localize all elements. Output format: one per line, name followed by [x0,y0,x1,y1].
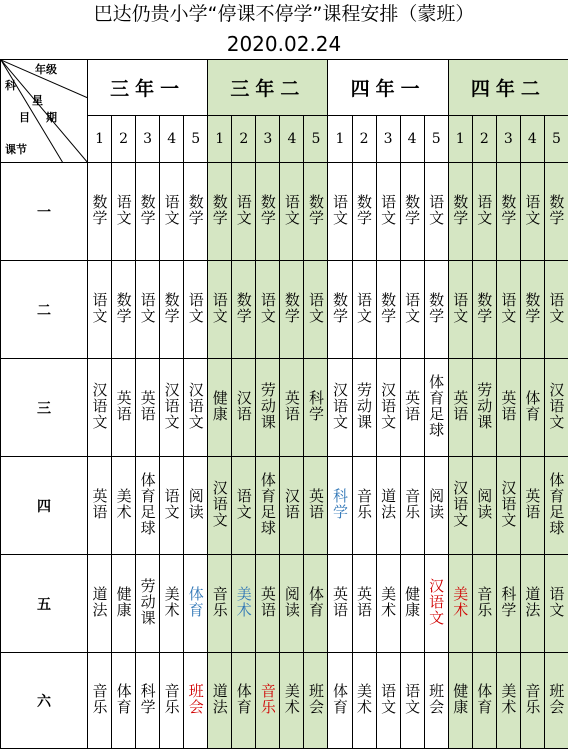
subject-label: 美术 [114,487,133,520]
schedule-cell [232,653,256,749]
schedule-cell [280,457,304,555]
subject-label: 体育 [114,682,133,715]
subject-label: 语文 [306,291,325,324]
subject-label: 数学 [306,193,325,226]
subject-label: 语文 [162,193,181,226]
schedule-cell [352,653,376,749]
subject-label: 班会 [306,682,325,715]
weekday-number: 5 [304,116,328,163]
subject-label: 美术 [355,682,374,715]
schedule-cell [424,163,448,261]
subject-label: 汉语 [234,389,253,422]
subject-label: 音乐 [475,585,494,618]
subject-label: 阅读 [282,585,301,618]
schedule-cell [136,261,160,359]
weekday-number: 4 [280,116,304,163]
schedule-cell [160,359,184,457]
subject-label: 英语 [306,487,325,520]
schedule-cell [256,261,280,359]
schedule-cell [376,163,400,261]
schedule-cell [448,555,472,653]
schedule-cell [232,457,256,555]
subject-label: 汉语文 [162,381,181,430]
subject-label: 汉语文 [427,577,446,626]
subject-label: 体育 [306,585,325,618]
period-row [1,555,568,653]
subject-label: 汉语 [282,487,301,520]
schedule-cell [424,261,448,359]
schedule-cell [160,555,184,653]
subject-label: 数学 [427,291,446,324]
schedule-cell [352,261,376,359]
schedule-cell [472,261,496,359]
subject-label: 班会 [186,682,205,715]
page-title: 巴达仍贵小学“停课不停学”课程安排（蒙班） [93,3,475,25]
grade-header [88,60,208,116]
schedule-cell [208,261,232,359]
subject-label: 英语 [451,389,470,422]
weekday-number: 4 [520,116,544,163]
schedule-cell [136,457,160,555]
weekday-number: 2 [112,116,136,163]
subject-label: 语文 [258,291,277,324]
schedule-cell [256,359,280,457]
subject-label: 汉语文 [210,479,229,528]
schedule-cell [472,359,496,457]
corner-grade-label: 年级 [35,63,57,76]
schedule-cell [448,163,472,261]
weekday-number: 5 [184,116,208,163]
subject-label: 道法 [210,682,229,715]
schedule-cell [472,555,496,653]
corner-period-label: 课节 [5,143,27,156]
schedule-cell [376,653,400,749]
subject-label: 科学 [138,682,157,715]
period-label: 五 [1,555,88,653]
subject-label: 数学 [475,291,494,324]
subject-label: 音乐 [523,682,542,715]
schedule-cell [88,457,112,555]
schedule-cell [232,359,256,457]
schedule-cell [424,555,448,653]
subject-label: 语文 [379,682,398,715]
subject-label: 阅读 [475,487,494,520]
schedule-cell [280,163,304,261]
corner-subject-char-2: 目 [19,111,30,124]
schedule-cell [160,261,184,359]
weekday-number: 2 [472,116,496,163]
schedule-cell [256,653,280,749]
schedule-cell [232,261,256,359]
schedule-cell [208,555,232,653]
subject-label: 劳动课 [475,381,494,430]
period-row [1,261,568,359]
schedule-cell [448,359,472,457]
subject-label: 汉语文 [330,381,349,430]
schedule-cell [88,261,112,359]
subject-label: 劳动课 [138,577,157,626]
schedule-cell [448,653,472,749]
schedule-cell [328,359,352,457]
subject-label: 美术 [282,682,301,715]
period-label: 二 [1,261,88,359]
subject-label: 美术 [162,585,181,618]
schedule-table [0,59,568,749]
subject-label: 数学 [330,291,349,324]
schedule-cell [496,261,520,359]
weekday-number: 1 [208,116,232,163]
subject-label: 英语 [114,389,133,422]
period-row [1,653,568,749]
subject-label: 道法 [379,487,398,520]
schedule-cell [112,261,136,359]
weekday-number: 3 [136,116,160,163]
subject-label: 体育足球 [138,471,157,536]
schedule-cell [352,555,376,653]
subject-label: 体育足球 [258,471,277,536]
corner-weekday-char-1: 星 [32,94,43,107]
schedule-cell [376,457,400,555]
subject-label: 英语 [499,389,518,422]
schedule-cell [520,653,544,749]
subject-label: 音乐 [258,682,277,715]
subject-label: 数学 [379,291,398,324]
schedule-cell [400,653,424,749]
subject-label: 美术 [451,585,470,618]
subject-label: 体育 [234,682,253,715]
schedule-cell [352,163,376,261]
schedule-cell [328,555,352,653]
subject-label: 语文 [210,291,229,324]
schedule-cell [496,653,520,749]
subject-label: 语文 [451,291,470,324]
schedule-cell [520,261,544,359]
schedule-cell [256,555,280,653]
subject-label: 音乐 [162,682,181,715]
subject-label: 阅读 [427,487,446,520]
subject-label: 数学 [282,291,301,324]
table-corner-header [1,60,88,163]
subject-label: 数学 [355,193,374,226]
grade-header-label: 四年一 [350,78,426,100]
schedule-cell [328,261,352,359]
subject-label: 语文 [186,291,205,324]
period-row [1,359,568,457]
schedule-cell [232,555,256,653]
subject-label: 语文 [403,291,422,324]
schedule-cell [304,359,328,457]
subject-label: 音乐 [90,682,109,715]
weekday-number: 4 [160,116,184,163]
schedule-cell [112,359,136,457]
subject-label: 英语 [403,389,422,422]
schedule-cell [304,555,328,653]
subject-label: 数学 [523,291,542,324]
schedule-cell [328,457,352,555]
schedule-cell [448,261,472,359]
schedule-cell [88,163,112,261]
subject-label: 健康 [451,682,470,715]
subject-label: 汉语文 [186,381,205,430]
subject-label: 英语 [138,389,157,422]
grade-header [448,60,568,116]
schedule-cell [400,555,424,653]
schedule-cell [280,555,304,653]
subject-label: 数学 [162,291,181,324]
schedule-cell [280,359,304,457]
subject-label: 音乐 [403,487,422,520]
schedule-cell [160,457,184,555]
schedule-cell [472,457,496,555]
subject-label: 美术 [499,682,518,715]
schedule-cell [400,359,424,457]
subject-label: 语文 [234,193,253,226]
corner-subject-char-1: 科 [5,79,16,92]
weekday-number: 3 [376,116,400,163]
schedule-cell [208,359,232,457]
schedule-cell [472,653,496,749]
subject-label: 语文 [475,193,494,226]
schedule-cell [184,653,208,749]
schedule-cell [496,555,520,653]
schedule-cell [496,359,520,457]
subject-label: 健康 [403,585,422,618]
schedule-cell [520,457,544,555]
subject-label: 汉语文 [547,381,566,430]
grade-header-label: 三年二 [230,78,306,100]
subject-label: 数学 [186,193,205,226]
subject-label: 英语 [355,585,374,618]
schedule-cell [232,163,256,261]
schedule-cell [472,163,496,261]
schedule-cell [280,653,304,749]
subject-label: 数学 [403,193,422,226]
subject-label: 音乐 [355,487,374,520]
subject-label: 英语 [523,487,542,520]
subject-label: 健康 [210,389,229,422]
subject-label: 语文 [234,487,253,520]
weekday-number: 5 [544,116,568,163]
schedule-cell [88,359,112,457]
schedule-cell [544,163,568,261]
subject-label: 语文 [379,193,398,226]
schedule-cell [544,555,568,653]
subject-label: 劳动课 [355,381,374,430]
subject-label: 科学 [306,389,325,422]
schedule-cell [520,359,544,457]
period-row [1,457,568,555]
schedule-cell [184,261,208,359]
schedule-cell [304,457,328,555]
subject-label: 语文 [90,291,109,324]
subject-label: 语文 [523,193,542,226]
schedule-cell [256,457,280,555]
grade-header-label: 四年二 [470,78,546,100]
subject-label: 美术 [379,585,398,618]
period-row [1,163,568,261]
subject-label: 语文 [547,585,566,618]
schedule-cell [496,457,520,555]
weekday-number: 3 [256,116,280,163]
subject-label: 语文 [330,193,349,226]
schedule-cell [160,163,184,261]
subject-label: 数学 [114,291,133,324]
subject-label: 英语 [330,585,349,618]
schedule-cell [400,457,424,555]
schedule-cell [376,555,400,653]
subject-label: 英语 [282,389,301,422]
schedule-cell [544,457,568,555]
subject-label: 数学 [258,193,277,226]
schedule-cell [208,163,232,261]
weekday-number: 1 [328,116,352,163]
subject-label: 数学 [138,193,157,226]
schedule-cell [520,163,544,261]
subject-label: 语文 [547,291,566,324]
schedule-cell [520,555,544,653]
weekday-number: 3 [496,116,520,163]
schedule-cell [424,457,448,555]
subject-label: 体育足球 [427,373,446,438]
period-label: 四 [1,457,88,555]
subject-label: 体育 [186,585,205,618]
subject-label: 数学 [210,193,229,226]
subject-label: 班会 [547,682,566,715]
subject-label: 英语 [258,585,277,618]
subject-label: 汉语文 [90,381,109,430]
period-label: 一 [1,163,88,261]
subject-label: 劳动课 [258,381,277,430]
weekday-number: 2 [232,116,256,163]
weekday-number: 2 [352,116,376,163]
schedule-cell [112,555,136,653]
schedule-cell [304,163,328,261]
schedule-cell [544,261,568,359]
schedule-cell [352,457,376,555]
schedule-cell [376,359,400,457]
schedule-cell [376,261,400,359]
schedule-cell [328,163,352,261]
subject-label: 语文 [162,487,181,520]
subject-label: 数学 [90,193,109,226]
schedule-cell [112,163,136,261]
schedule-cell [544,359,568,457]
schedule-cell [184,359,208,457]
schedule-cell [112,653,136,749]
subject-label: 科学 [330,487,349,520]
subject-label: 体育 [475,682,494,715]
subject-label: 体育 [330,682,349,715]
schedule-cell [352,359,376,457]
subject-label: 语文 [138,291,157,324]
schedule-cell [136,653,160,749]
subject-label: 美术 [234,585,253,618]
subject-label: 阅读 [186,487,205,520]
schedule-cell [136,359,160,457]
schedule-cell [448,457,472,555]
subject-label: 数学 [451,193,470,226]
schedule-cell [280,261,304,359]
corner-weekday-char-2: 期 [46,111,57,124]
weekday-number: 1 [88,116,112,163]
grade-header-label: 三年一 [110,78,186,100]
schedule-cell [112,457,136,555]
subject-label: 数学 [234,291,253,324]
subject-label: 数学 [499,193,518,226]
weekday-number: 1 [448,116,472,163]
schedule-cell [208,653,232,749]
subject-label: 数学 [547,193,566,226]
weekday-number: 4 [400,116,424,163]
subject-label: 班会 [427,682,446,715]
grade-header [208,60,328,116]
subject-label: 语文 [427,193,446,226]
schedule-cell [184,457,208,555]
weekday-number: 5 [424,116,448,163]
schedule-cell [184,555,208,653]
subject-label: 语文 [114,193,133,226]
subject-label: 语文 [282,193,301,226]
schedule-cell [400,261,424,359]
schedule-cell [136,555,160,653]
schedule-cell [544,653,568,749]
subject-label: 语文 [355,291,374,324]
subject-label: 英语 [90,487,109,520]
schedule-cell [400,163,424,261]
grade-header [328,60,448,116]
schedule-cell [88,653,112,749]
subject-label: 体育足球 [547,471,566,536]
subject-label: 道法 [523,585,542,618]
schedule-cell [256,163,280,261]
schedule-cell [160,653,184,749]
schedule-cell [424,359,448,457]
subject-label: 科学 [499,585,518,618]
schedule-cell [136,163,160,261]
subject-label: 语文 [403,682,422,715]
subject-label: 汉语文 [451,479,470,528]
subject-label: 音乐 [210,585,229,618]
subject-label: 汉语文 [499,479,518,528]
period-label: 三 [1,359,88,457]
schedule-cell [304,261,328,359]
subject-label: 语文 [499,291,518,324]
schedule-cell [88,555,112,653]
period-label: 六 [1,653,88,749]
subject-label: 健康 [114,585,133,618]
schedule-cell [304,653,328,749]
schedule-cell [496,163,520,261]
subject-label: 汉语文 [379,381,398,430]
schedule-cell [328,653,352,749]
schedule-cell [184,163,208,261]
schedule-cell [208,457,232,555]
page-date: 2020.02.24 [226,32,342,56]
subject-label: 体育 [523,389,542,422]
subject-label: 道法 [90,585,109,618]
schedule-cell [424,653,448,749]
